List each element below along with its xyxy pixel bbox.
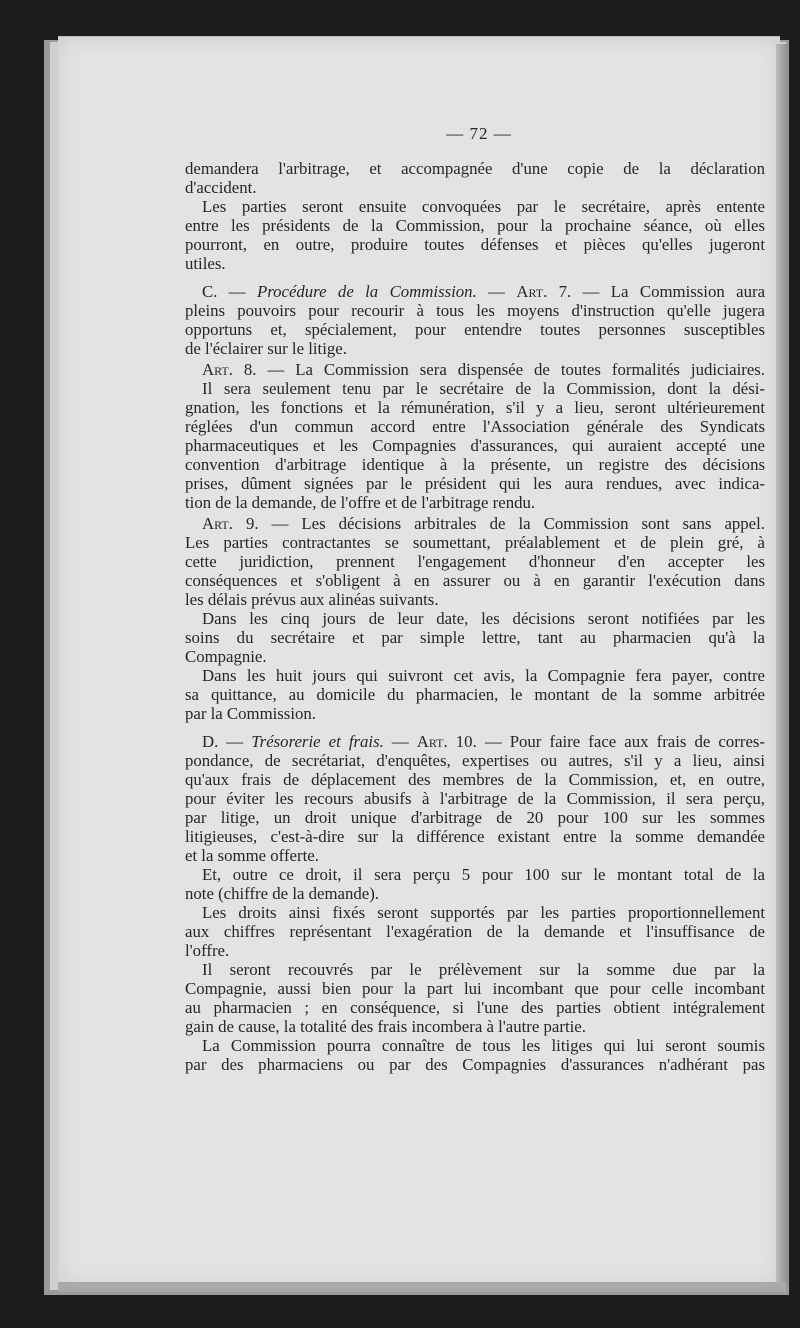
text-line: demandera l'arbitrage, et accompagnée d'une copie de la déclaration — [185, 159, 765, 178]
text-line: Compagnie. — [185, 647, 267, 666]
text-line: pourront, en outre, produire toutes défenses et pièces qu'elles jugeront — [185, 235, 765, 254]
text-line: Dans les huit jours qui suivront cet avis, la Compagnie fera payer, contre — [202, 666, 765, 685]
heading-title: Procédure de la Commission. — [256, 282, 477, 301]
text-line: d'accident. — [185, 178, 257, 197]
text-line: aux chiffres représentant l'exagération de la demande et l'insuffisance de — [185, 922, 765, 941]
text-line: au pharmacien ; en conséquence, si l'une des parties obtient intégralement — [185, 998, 765, 1017]
text-line: La Commission pourra connaître de tous les litiges qui lui seront soumis — [202, 1036, 765, 1055]
text-line: par la Commission. — [185, 704, 316, 723]
text-line: l'offre. — [185, 941, 230, 960]
heading-dash: — — [383, 732, 417, 751]
text-line: Les parties seront ensuite convoquées par le secrétaire, après entente — [202, 197, 765, 216]
text-line: qu'aux frais de déplacement des membres de la Commission, et, en outre, — [185, 770, 765, 789]
heading-prefix: D. — — [202, 732, 252, 751]
text-line: convention d'arbitrage identique à la présente, un registre des décisions — [185, 455, 765, 474]
document-text — [185, 124, 765, 1074]
text-line: entre les présidents de la Commission, pour la prochaine séance, où elles — [185, 216, 765, 235]
article-text: 9. — Les décisions arbitrales de la Commission sont sans appel. — [232, 514, 765, 533]
text-line: gain de cause, la totalité des frais incombera à l'autre partie. — [185, 1017, 586, 1036]
section-heading-d — [185, 732, 765, 751]
text-line: prises, dûment signées par le président qui les aura rendues, avec indica- — [185, 474, 765, 493]
paragraph-gap — [185, 273, 765, 282]
text-line: conséquences et s'obligent à en assurer ou à en garantir l'exécution dans — [185, 571, 765, 590]
heading-prefix: C. — — [202, 282, 257, 301]
text-line: de l'éclairer sur le litige. — [185, 339, 347, 358]
text-line: Il seront recouvrés par le prélèvement sur la somme due par la — [202, 960, 765, 979]
text-line: litigieuses, c'est-à-dire sur la différence existant entre la somme demandée — [185, 827, 765, 846]
text-line: tion de la demande, de l'offre et de l'arbitrage rendu. — [185, 493, 536, 512]
article-8-line — [185, 360, 765, 379]
page-right-edge — [776, 44, 788, 1284]
article-9-line — [185, 514, 765, 533]
article-text: 8. — La Commission sera dispensée de toutes formalités judiciaires. — [232, 360, 765, 379]
text-line: réglées d'un commun accord entre l'Association générale des Syndicats — [185, 417, 765, 436]
text-line: pour éviter les recours abusifs à l'arbitrage de la Commission, il sera perçu, — [185, 789, 765, 808]
text-line: Les droits ainsi fixés seront supportés par les parties proportionnellement — [202, 903, 765, 922]
text-line: opportuns et, spécialement, pour entendre toutes personnes susceptibles — [185, 320, 765, 339]
text-line: les délais prévus aux alinéas suivants. — [185, 590, 439, 609]
text-line: cette juridiction, prennent l'engagement d'honneur d'en accepter les — [185, 552, 765, 571]
text-line: par des pharmaciens ou par des Compagnies d'assurances n'adhérant pas — [185, 1055, 765, 1074]
article-label: Art. — [416, 732, 448, 751]
article-label: Art. — [516, 282, 548, 301]
page-number: — 72 — — [446, 124, 512, 143]
text-line: pleins pouvoirs pour recourir à tous les moyens d'instruction qu'elle jugera — [185, 301, 765, 320]
text-line: Les parties contractantes se soumettant, préalablement et de plein gré, à — [185, 533, 765, 552]
heading-dash: — — [476, 282, 517, 301]
heading-title: Trésorerie et frais. — [251, 732, 384, 751]
text-line: et la somme offerte. — [185, 846, 319, 865]
page-bottom-edge — [58, 1282, 786, 1292]
article-text: 10. — Pour faire face aux frais de corres- — [447, 732, 766, 751]
article-label: Art. — [202, 514, 233, 533]
text-line: Dans les cinq jours de leur date, les décisions seront notifiées par les — [202, 609, 765, 628]
text-line: par litige, un droit unique d'arbitrage de 20 pour 100 sur les sommes — [185, 808, 765, 827]
text-line: pharmaceutiques et les Compagnies d'assurances, qui auraient accepté une — [185, 436, 765, 455]
text-line: Il sera seulement tenu par le secrétaire de la Commission, dont la dési- — [202, 379, 765, 398]
text-line: note (chiffre de la demande). — [185, 884, 379, 903]
text-line: sa quittance, au domicile du pharmacien, le montant de la somme arbitrée — [185, 685, 765, 704]
text-line: utiles. — [185, 254, 226, 273]
paragraph-gap — [185, 723, 765, 732]
text-line: Et, outre ce droit, il sera perçu 5 pour 100 sur le montant total de la — [202, 865, 765, 884]
text-line: pondance, de secrétariat, d'enquêtes, expertises ou autres, s'il y a lieu, ainsi — [185, 751, 765, 770]
article-label: Art. — [202, 360, 233, 379]
article-text: 7. — La Commission aura — [547, 282, 766, 301]
text-line: soins du secrétaire et par simple lettre, tant au pharmacien qu'à la — [185, 628, 765, 647]
section-heading-c — [185, 282, 765, 301]
text-line: gnation, les fonctions et la rémunération, s'il y a lieu, seront ultérieurement — [185, 398, 765, 417]
text-line: Compagnie, aussi bien pour la part lui incombant que pour celle incombant — [185, 979, 765, 998]
